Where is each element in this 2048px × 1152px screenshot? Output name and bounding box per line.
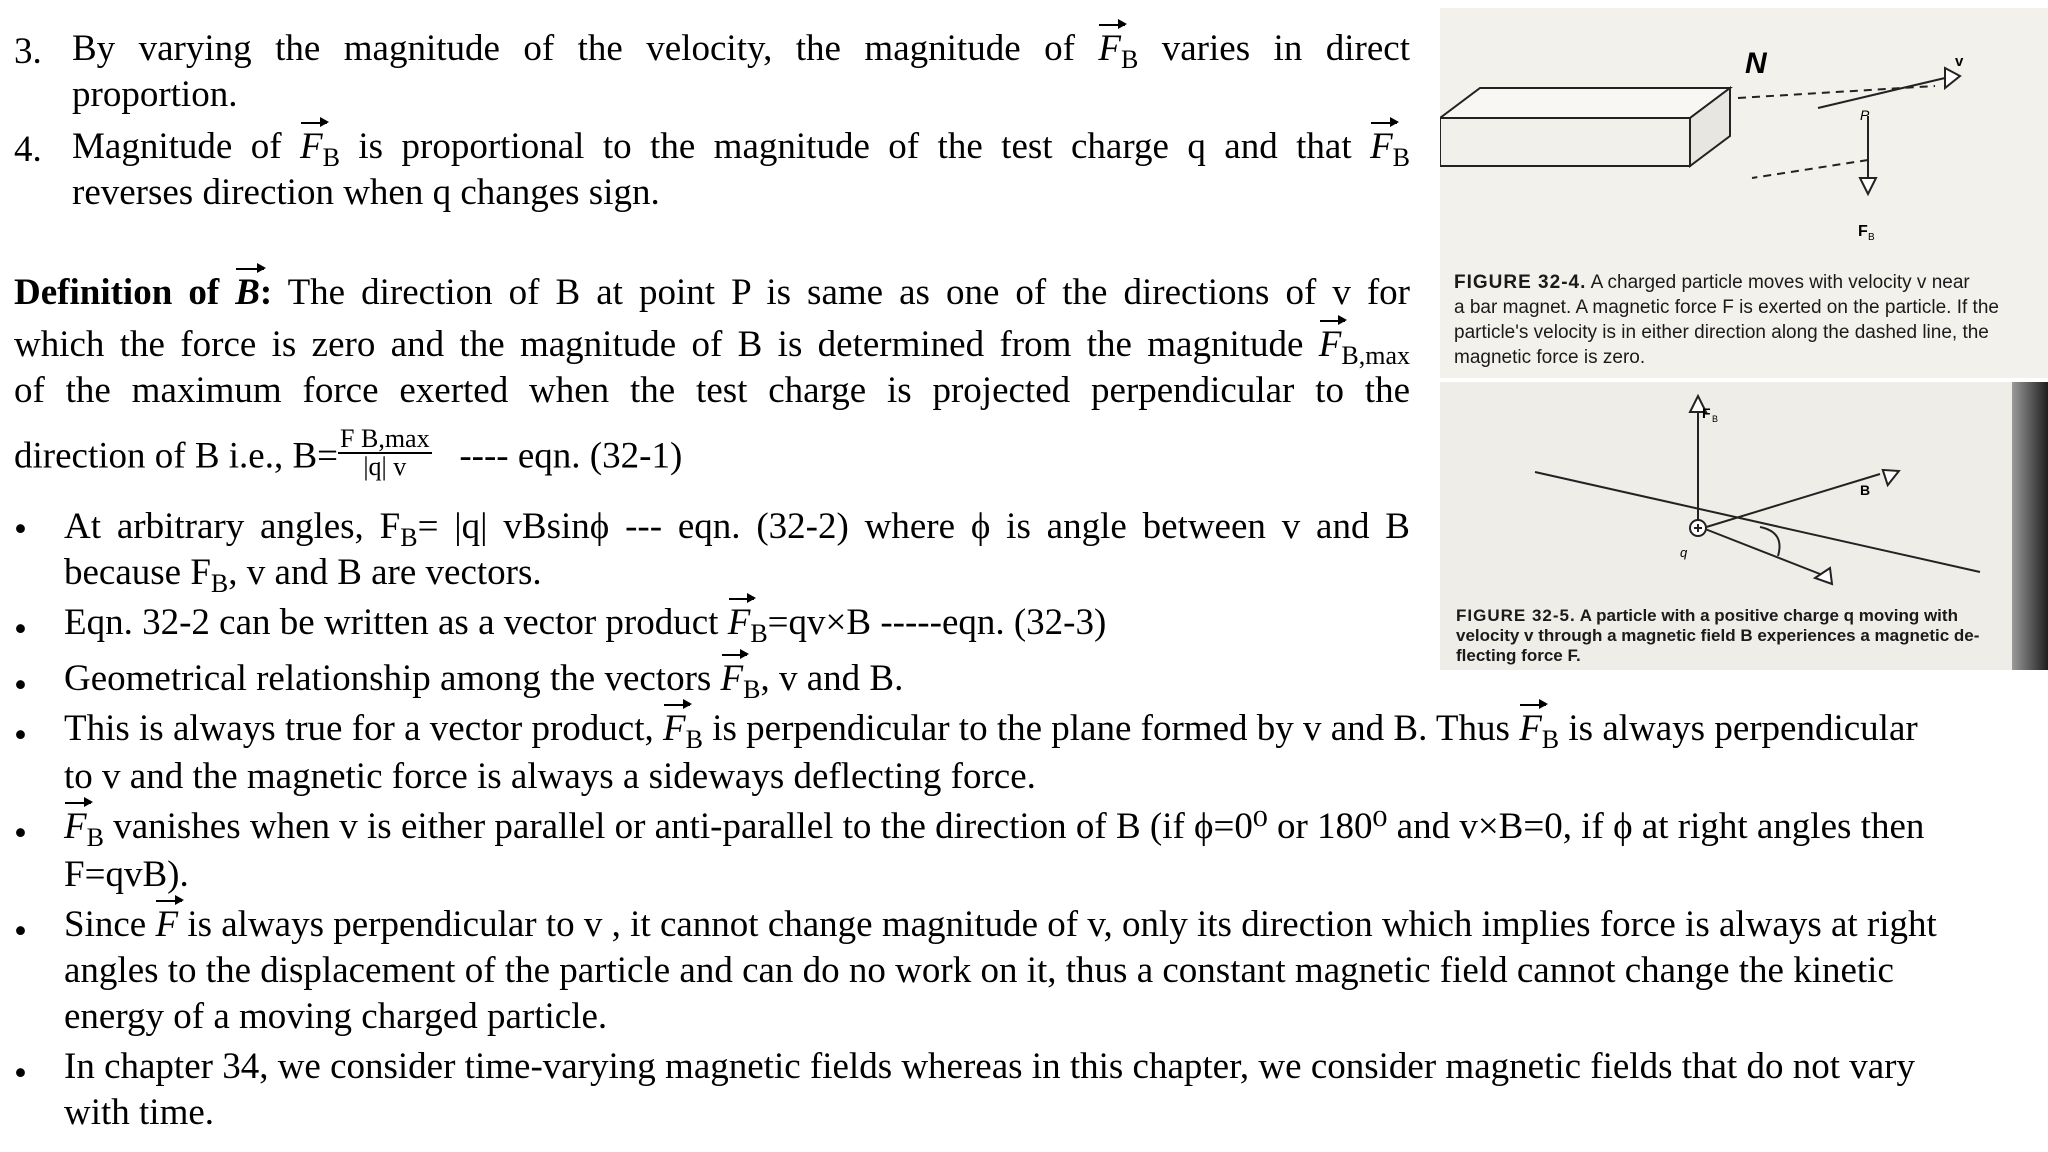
- velocity-label: v: [1955, 53, 1964, 70]
- force-vector-symbol: F: [1370, 126, 1393, 167]
- bullet-marker: •: [14, 813, 27, 854]
- force-vector-symbol: F: [1318, 324, 1342, 365]
- point-p-label: P: [1860, 107, 1870, 123]
- figure-32-4-caption: FIGURE 32-4. A charged particle moves with velocity v near a bar magnet. A magnetic force F is exerted on the particle. If the particle's velocity is in either direction along the dashed line, the magnetic force is zero.: [1454, 272, 1999, 368]
- charge-label: q: [1680, 545, 1688, 560]
- figure-32-5: [1440, 382, 2048, 670]
- force-arrowhead: [1860, 178, 1876, 194]
- b-vector-symbol: B: [235, 272, 260, 313]
- figure-32-4: [1440, 8, 2048, 378]
- charged-particle-diagram: [1440, 382, 2012, 592]
- definition-heading: Definition of: [14, 272, 236, 313]
- bullet-1-line-2: because $F_B$, v and B are vectors.: [64, 552, 542, 598]
- force-label: F: [1858, 223, 1868, 240]
- force-label: F: [1702, 405, 1711, 421]
- force-vector-symbol: F: [300, 126, 323, 167]
- bullet-marker: •: [14, 509, 27, 550]
- velocity-arrowhead: [1815, 568, 1832, 584]
- item-3-line-1: By varying the magnitude of the velocity, the magnitude of $F_B$ varies in direct: [72, 28, 1410, 74]
- list-number-3: 3.: [14, 31, 42, 72]
- velocity-arrowhead: [1945, 68, 1960, 88]
- magnet-front-face: [1440, 118, 1690, 166]
- bullet-7-line-1: In chapter 34, we consider time-varying magnetic fields whereas in this chapter, we consider magnetic fields that do not vary: [64, 1046, 1915, 1087]
- velocity-line: [1818, 78, 1945, 108]
- bullet-5-line-2: F=qvB).: [64, 854, 189, 895]
- bullet-6-line-1: Since F is always perpendicular to v , it cannot change magnitude of v, only its direction which implies force is always at right: [64, 904, 1937, 945]
- item-4-line-1: Magnitude of $F_B$ is proportional to the magnitude of the test charge q and that $F_B$: [72, 126, 1411, 172]
- figure-32-5-caption: FIGURE 32-5. A particle with a positive charge q moving with velocity v through a magnetic field B experiences a magnetic de- flecting force F.: [1456, 606, 1980, 665]
- svg-text:B: B: [1712, 414, 1719, 424]
- item-3-line-2: proportion.: [72, 74, 238, 115]
- bullet-6-line-2: angles to the displacement of the particle and can do no work on it, thus a constant magnetic field cannot change the kinetic: [64, 950, 1894, 991]
- bullet-5-line-1: $F_B$ vanishes when v is either parallel or anti-parallel to the direction of B (if ϕ=0⁰ or 180⁰ and v×B=0, if ϕ at right angles then: [64, 806, 1925, 852]
- bullet-marker: •: [14, 911, 27, 952]
- bullet-7-line-2: with time.: [64, 1092, 215, 1133]
- b-arrowhead: [1883, 465, 1902, 485]
- bullet-marker: •: [14, 715, 27, 756]
- list-number-4: 4.: [14, 129, 42, 170]
- definition-line-4: direction of B i.e., B= $\frac{\text{F B,max}}{|q| v}$ ---- eqn. (32-1): [14, 424, 683, 481]
- b-field-line: [1690, 474, 1880, 532]
- bullet-marker: •: [14, 665, 27, 706]
- bullet-marker: •: [14, 609, 27, 650]
- magnet-n-label: N: [1745, 47, 1767, 80]
- bullet-1-line-1: At arbitrary angles, $F_B= |q|$ vBsinϕ --- eqn. (32-2) where ϕ is angle between v and B: [64, 506, 1410, 552]
- definition-line-3: of the maximum force exerted when the test charge is projected perpendicular to the: [14, 370, 1410, 411]
- bullet-4-line-2: to v and the magnetic force is always a sideways deflecting force.: [64, 756, 1036, 797]
- equation-fraction: $\frac{\text{F B,max}}{|q| v}$: [340, 424, 430, 481]
- bullet-2-line-1: Eqn. 32-2 can be written as a vector product $F_B=qv\times B$ -----eqn. (32-3): [64, 602, 1107, 648]
- velocity-line: [1700, 527, 1820, 574]
- b-label: B: [1860, 482, 1871, 498]
- definition-line-2: which the force is zero and the magnitude of B is determined from the magnitude $F_{B,max}$: [14, 324, 1410, 370]
- item-4-line-2: reverses direction when q changes sign.: [72, 172, 660, 213]
- plane-line: [1535, 472, 1980, 572]
- force-vector-symbol: F: [1098, 28, 1121, 69]
- bullet-marker: •: [14, 1053, 27, 1094]
- figure-label: FIGURE 32-5.: [1456, 606, 1576, 625]
- bullet-3-line-1: Geometrical relationship among the vectors $F_B$, v and B.: [64, 658, 904, 704]
- page-edge-shadow: [2012, 382, 2048, 670]
- magnet-top-face: [1440, 88, 1730, 118]
- bullet-4-line-1: This is always true for a vector product, $F_B$ is perpendicular to the plane formed by v and B. Thus $F_B$ is always perpendicular: [64, 708, 1918, 754]
- figure-label: FIGURE 32-4.: [1454, 272, 1587, 293]
- svg-text:B: B: [1868, 232, 1875, 243]
- bullet-6-line-3: energy of a moving charged particle.: [64, 996, 608, 1037]
- definition-line-1: Definition of B: The direction of B at point P is same as one of the directions of v for: [14, 272, 1410, 313]
